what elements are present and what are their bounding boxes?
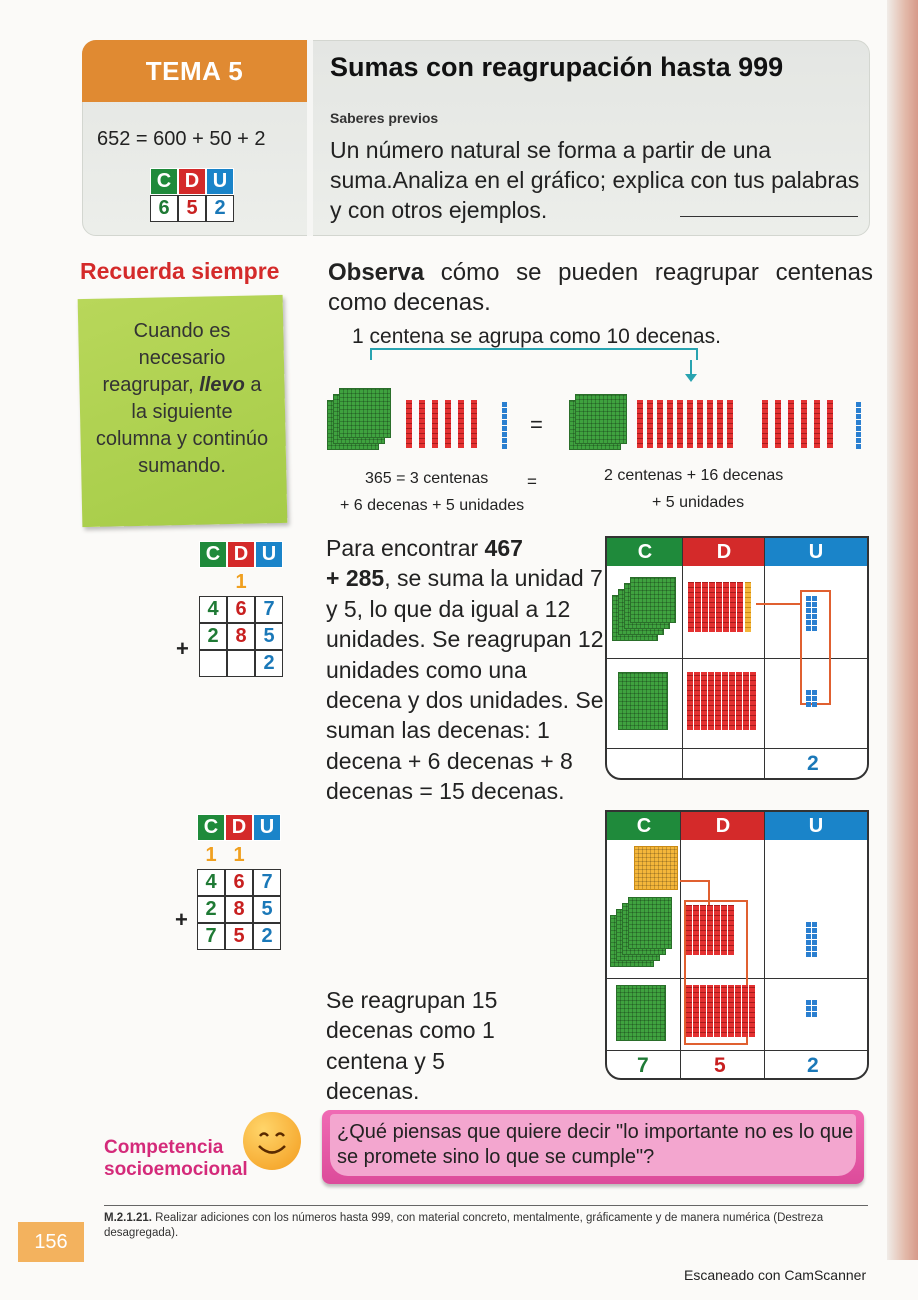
sum1-res-c[interactable] — [199, 650, 227, 677]
arrow-head-icon — [685, 374, 697, 382]
footer-destreza: M.2.1.21. Realizar adiciones con los números hasta 999, con material concreto, mentalmente, gráficamente y de manera numérica (Destreza desagregada). — [104, 1212, 824, 1239]
sticky-note-text: Cuando es necesario reagrupar, llevo a la siguiente columna y continúo sumando. — [95, 320, 269, 477]
tema-label: TEMA 5 — [82, 40, 307, 102]
unit-cube — [502, 420, 507, 425]
cdu-header-c: C — [150, 168, 178, 195]
sum2-r2-d: 8 — [225, 896, 253, 923]
table2-header-u: U — [765, 812, 867, 840]
cdu-header-d: D — [178, 168, 206, 195]
unit-cube — [812, 690, 817, 695]
unit-cube — [502, 414, 507, 419]
reagrupan-text: Se reagrupan 15 decenas como 1 centena y 5 decenas. — [326, 987, 498, 1105]
ten-rod — [743, 672, 749, 730]
hundred-block-yellow — [634, 846, 678, 890]
ten-rod — [723, 582, 729, 632]
unit-cube — [502, 408, 507, 413]
ten-rod — [827, 400, 833, 448]
ten-rod — [694, 672, 700, 730]
header-divider — [307, 40, 313, 236]
ten-rod — [700, 985, 706, 1037]
unit-cube — [502, 432, 507, 437]
ten-rod — [687, 672, 693, 730]
decomposition: 652 = 600 + 50 + 2 — [97, 128, 266, 150]
sum1-r1-u: 7 — [255, 596, 283, 623]
sum1-r2-c: 2 — [199, 623, 227, 650]
answer-line[interactable] — [680, 216, 858, 217]
unit-cube — [812, 1012, 817, 1017]
unit-cube — [856, 444, 861, 449]
ten-rod — [677, 400, 683, 448]
ten-rod — [445, 400, 451, 448]
ten-rod — [709, 582, 715, 632]
hundred-block — [630, 577, 676, 623]
cdu-digit-u: 2 — [206, 195, 234, 222]
caption-right-2: + 5 unidades — [652, 494, 745, 511]
table1-header-u: U — [765, 538, 867, 566]
sum1-header-c: C — [199, 541, 227, 568]
ten-rod — [742, 985, 748, 1037]
unit-cube — [806, 1000, 811, 1005]
ten-rod — [814, 400, 820, 448]
unit-cube — [806, 940, 811, 945]
footer-divider — [104, 1205, 868, 1206]
ten-rod — [727, 400, 733, 448]
unit-cube — [806, 690, 811, 695]
hundred-block — [628, 897, 672, 949]
unit-cube — [806, 702, 811, 707]
sum1-res-d[interactable] — [227, 650, 255, 677]
ten-rod — [686, 985, 692, 1037]
sum2-header-u: U — [253, 814, 281, 841]
table2-header-c: C — [607, 812, 681, 840]
caption-left-1: 365 = 3 centenas — [365, 470, 489, 487]
ten-rod — [707, 400, 713, 448]
ten-rod — [736, 672, 742, 730]
ten-rod — [714, 985, 720, 1037]
saberes-label: Saberes previos — [330, 110, 439, 126]
unit-cube — [812, 1000, 817, 1005]
equal-sign: = — [530, 412, 543, 437]
ten-rod — [730, 582, 736, 632]
caption-right-1: 2 centenas + 16 decenas — [604, 467, 784, 484]
ten-rod — [721, 985, 727, 1037]
sum2-carry-c: 1 — [205, 843, 217, 866]
cdu-digit-d: 5 — [178, 195, 206, 222]
unit-cube — [812, 702, 817, 707]
unit-cube — [856, 402, 861, 407]
unit-cube — [806, 1012, 811, 1017]
regroup-arrow — [756, 603, 800, 605]
ten-rod — [750, 672, 756, 730]
ten-rod — [695, 582, 701, 632]
ten-rod — [717, 400, 723, 448]
unit-cube — [856, 408, 861, 413]
sum2-table — [197, 814, 281, 950]
sum1-res-u[interactable]: 2 — [255, 650, 283, 677]
explanation-text: Para encontrar 467 + 285, se suma la unidad 7 y 5, lo que da igual a 12 unidades. Se reagrupan 12 unidades como una decena y dos unidades. Se suman las decenas: 1 decena + 6 decenas + 8 decenas = 15 decenas. — [326, 535, 604, 805]
hundred-block — [618, 672, 668, 730]
scanner-watermark: Escaneado con CamScanner — [684, 1267, 867, 1283]
unit-cube — [812, 952, 817, 957]
unit-cube — [856, 420, 861, 425]
sum1-r2-d: 8 — [227, 623, 255, 650]
sum2-res-c: 7 — [197, 923, 225, 950]
ten-rod — [687, 400, 693, 448]
ten-rod — [708, 672, 714, 730]
question-text: ¿Qué piensas que quiere decir "lo importante no es lo que se promete sino lo que se cumple"? — [337, 1121, 854, 1168]
caption-left-equal: = — [527, 472, 537, 491]
sum2-r1-u: 7 — [253, 869, 281, 896]
unit-cube — [806, 1006, 811, 1011]
page-edge — [887, 0, 918, 1260]
ten-rod — [419, 400, 425, 448]
page-number: 156 — [18, 1222, 84, 1262]
hundred-block — [339, 388, 391, 438]
unit-cube — [856, 426, 861, 431]
table2-bottom-c: 7 — [637, 1054, 649, 1077]
unit-cube — [806, 952, 811, 957]
sum1-plus: + — [176, 636, 189, 661]
ten-rod — [728, 985, 734, 1037]
unit-cube — [812, 946, 817, 951]
unit-cube — [806, 946, 811, 951]
unit-cube — [502, 426, 507, 431]
ten-rod — [406, 400, 412, 448]
unit-cube — [812, 1006, 817, 1011]
ten-rod — [729, 672, 735, 730]
table1-bottom-u: 2 — [807, 752, 819, 775]
regroup-box — [800, 590, 831, 705]
observa-text: Observa cómo se pueden reagrupar centenas como decenas. — [328, 259, 873, 316]
competencia-label: Competencia socioemocional — [104, 1137, 248, 1180]
ten-rod — [788, 400, 794, 448]
table2-header-d: D — [681, 812, 765, 840]
table2-bottom-d: 5 — [714, 1054, 726, 1077]
sum2-res-u: 2 — [253, 923, 281, 950]
table1-header-d: D — [683, 538, 765, 566]
ten-rod — [471, 400, 477, 448]
ten-rod — [716, 582, 722, 632]
sum1-header-d: D — [227, 541, 255, 568]
ten-rod — [657, 400, 663, 448]
unit-cube — [806, 934, 811, 939]
unit-cube — [812, 922, 817, 927]
sum1-table — [199, 541, 283, 677]
unit-cube — [812, 940, 817, 945]
unit-cube — [502, 438, 507, 443]
ten-rod — [801, 400, 807, 448]
smiley-icon — [243, 1112, 301, 1170]
ten-rod — [697, 400, 703, 448]
table1-header-c: C — [607, 538, 683, 566]
ten-rod — [647, 400, 653, 448]
ten-rod — [707, 985, 713, 1037]
sum2-plus: + — [175, 907, 188, 932]
ten-rod — [735, 985, 741, 1037]
unit-cube — [812, 928, 817, 933]
ten-rod — [637, 400, 643, 448]
table2-bottom-u: 2 — [807, 1054, 819, 1077]
sum2-r1-d: 6 — [225, 869, 253, 896]
ten-rod — [693, 985, 699, 1037]
unit-cube — [856, 432, 861, 437]
sum2-r2-c: 2 — [197, 896, 225, 923]
unit-cube — [812, 696, 817, 701]
ten-rod — [722, 672, 728, 730]
sum1-r1-c: 4 — [199, 596, 227, 623]
sum1-carry: 1 — [235, 570, 247, 593]
hundred-block — [575, 394, 627, 444]
unit-cube — [856, 414, 861, 419]
header-cdu-table — [150, 168, 234, 222]
ten-rod — [749, 985, 755, 1037]
ten-rod — [458, 400, 464, 448]
ten-rod — [688, 582, 694, 632]
recuerda-heading: Recuerda siempre — [80, 258, 280, 284]
ten-rod — [737, 582, 743, 632]
sum2-res-d: 5 — [225, 923, 253, 950]
ten-rod — [762, 400, 768, 448]
ten-rod — [702, 582, 708, 632]
sum2-header-c: C — [197, 814, 225, 841]
hundred-block — [616, 985, 666, 1041]
caption-left-2: + 6 decenas + 5 unidades — [340, 497, 525, 514]
unit-cube — [502, 444, 507, 449]
page-title: Sumas con reagrupación hasta 999 — [330, 52, 784, 82]
sum1-r1-d: 6 — [227, 596, 255, 623]
ten-rod — [701, 672, 707, 730]
cdu-digit-c: 6 — [150, 195, 178, 222]
sum2-header-d: D — [225, 814, 253, 841]
sum1-header-u: U — [255, 541, 283, 568]
centena-rule: 1 centena se agrupa como 10 decenas. — [352, 325, 721, 348]
unit-cube — [806, 696, 811, 701]
sum2-r2-u: 5 — [253, 896, 281, 923]
bracket-arrow — [370, 348, 698, 360]
ten-rod — [432, 400, 438, 448]
unit-cube — [856, 438, 861, 443]
ten-rod — [775, 400, 781, 448]
unit-cube — [806, 922, 811, 927]
ten-rod — [715, 672, 721, 730]
ten-rod — [667, 400, 673, 448]
sum1-r2-u: 5 — [255, 623, 283, 650]
ten-rod-yellow — [745, 582, 751, 632]
unit-cube — [502, 402, 507, 407]
sum2-r1-c: 4 — [197, 869, 225, 896]
sum2-carry-d: 1 — [233, 843, 245, 866]
unit-cube — [806, 928, 811, 933]
saberes-text: Un número natural se forma a partir de una suma.Analiza en el gráfico; explica con tus palabras y con otros ejemplos. — [330, 137, 860, 223]
cdu-header-u: U — [206, 168, 234, 195]
unit-cube — [812, 934, 817, 939]
